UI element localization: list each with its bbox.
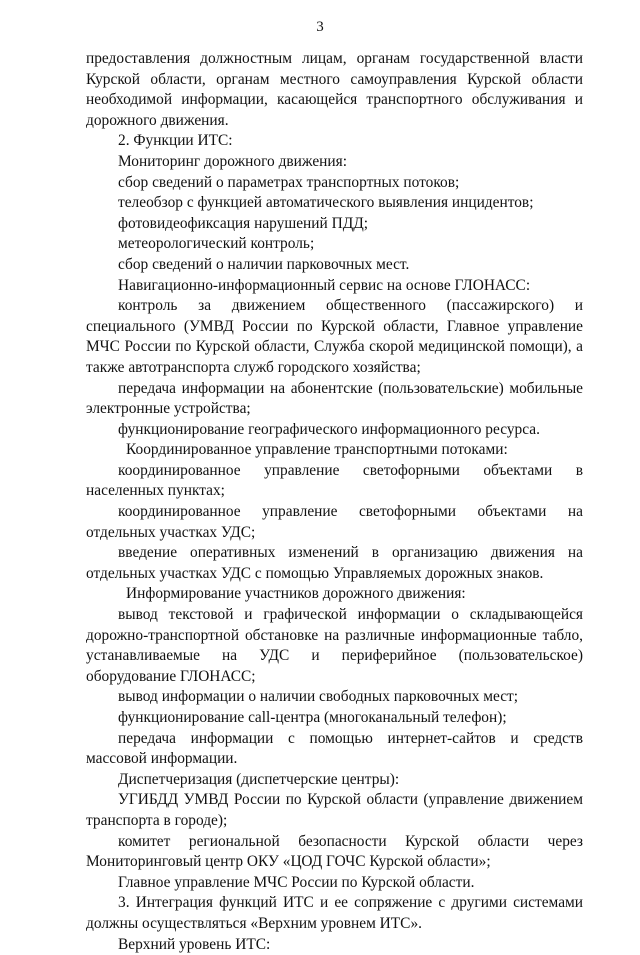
paragraph: Навигационно-информационный сервис на основе ГЛОНАСС: [118,276,531,294]
list-item: телеобзор с функцией автоматического выявления инцидентов; [118,194,534,212]
paragraph: 3. Интеграция функций ИТС и ее сопряжение с другими системами должны осуществляться «Верхним уровнем ИТС». [86,894,583,932]
list-item: сбор сведений о параметрах транспортных потоков; [118,173,460,191]
list-item: метеорологический контроль; [118,235,315,253]
list-item: фотовидеофиксация нарушений ПДД; [118,214,368,232]
list-item: функционирование call-центра (многоканальный телефон); [118,709,507,726]
list-item: функционирование географического информационного ресурса. [118,420,540,438]
paragraph: Верхний уровень ИТС: [118,935,271,953]
paragraph: Диспетчеризация (диспетчерские центры): [118,770,400,788]
paragraph: предоставления должностным лицам, органам государственной власти Курской области, органам местного самоуправления Курской области необходимой информации, касающейся транспортного обслуживания и дорожного движения. [86,50,583,129]
page-number: 3 [316,19,324,35]
list-item: введение оперативных изменений в организацию движения на отдельных участках УДС с помощью Управляемых дорожных знаков. [86,544,583,582]
list-item: вывод текстовой и графической информации о складывающейся дорожно-транспортной обстановке на различные информационные табло, устанавливаемые на УДС и периферийное (пользовательское) оборудование ГЛОНАСС; [86,606,583,685]
paragraph: Мониторинг дорожного движения: [118,152,348,170]
list-item: координированное управление светофорными объектами на отдельных участках УДС; [86,503,583,541]
paragraph: Координированное управление транспортными потоками: [126,441,508,459]
document-body [86,49,583,955]
paragraph: Информирование участников дорожного движения: [126,585,466,603]
list-item: контроль за движением общественного (пассажирского) и специального (УМВД России по Курской области, Главное управление МЧС России по Курской области, Служба скорой медицинской помощи), а также автотранспорта служб городского хозяйства; [86,297,583,376]
list-item: координированное управление светофорными объектами в населенных пунктах; [86,461,583,500]
list-item: Главное управление МЧС России по Курской области. [118,873,475,891]
list-item: передача информации на абонентские (пользовательские) мобильные электронные устройства; [86,379,583,418]
list-item: сбор сведений о наличии парковочных мест. [118,255,410,273]
list-item: комитет региональной безопасности Курской области через Мониторинговый центр ОКУ «ЦОД ГОЧС Курской области»; [86,832,583,871]
list-item: передача информации с помощью интернет-сайтов и средств массовой информации. [86,729,583,768]
list-item: вывод информации о наличии свободных парковочных мест; [118,688,519,706]
list-item: УГИБДД УМВД России по Курской области (управление движением транспорта в городе); [86,791,583,829]
section-heading: 2. Функции ИТС: [118,132,233,150]
